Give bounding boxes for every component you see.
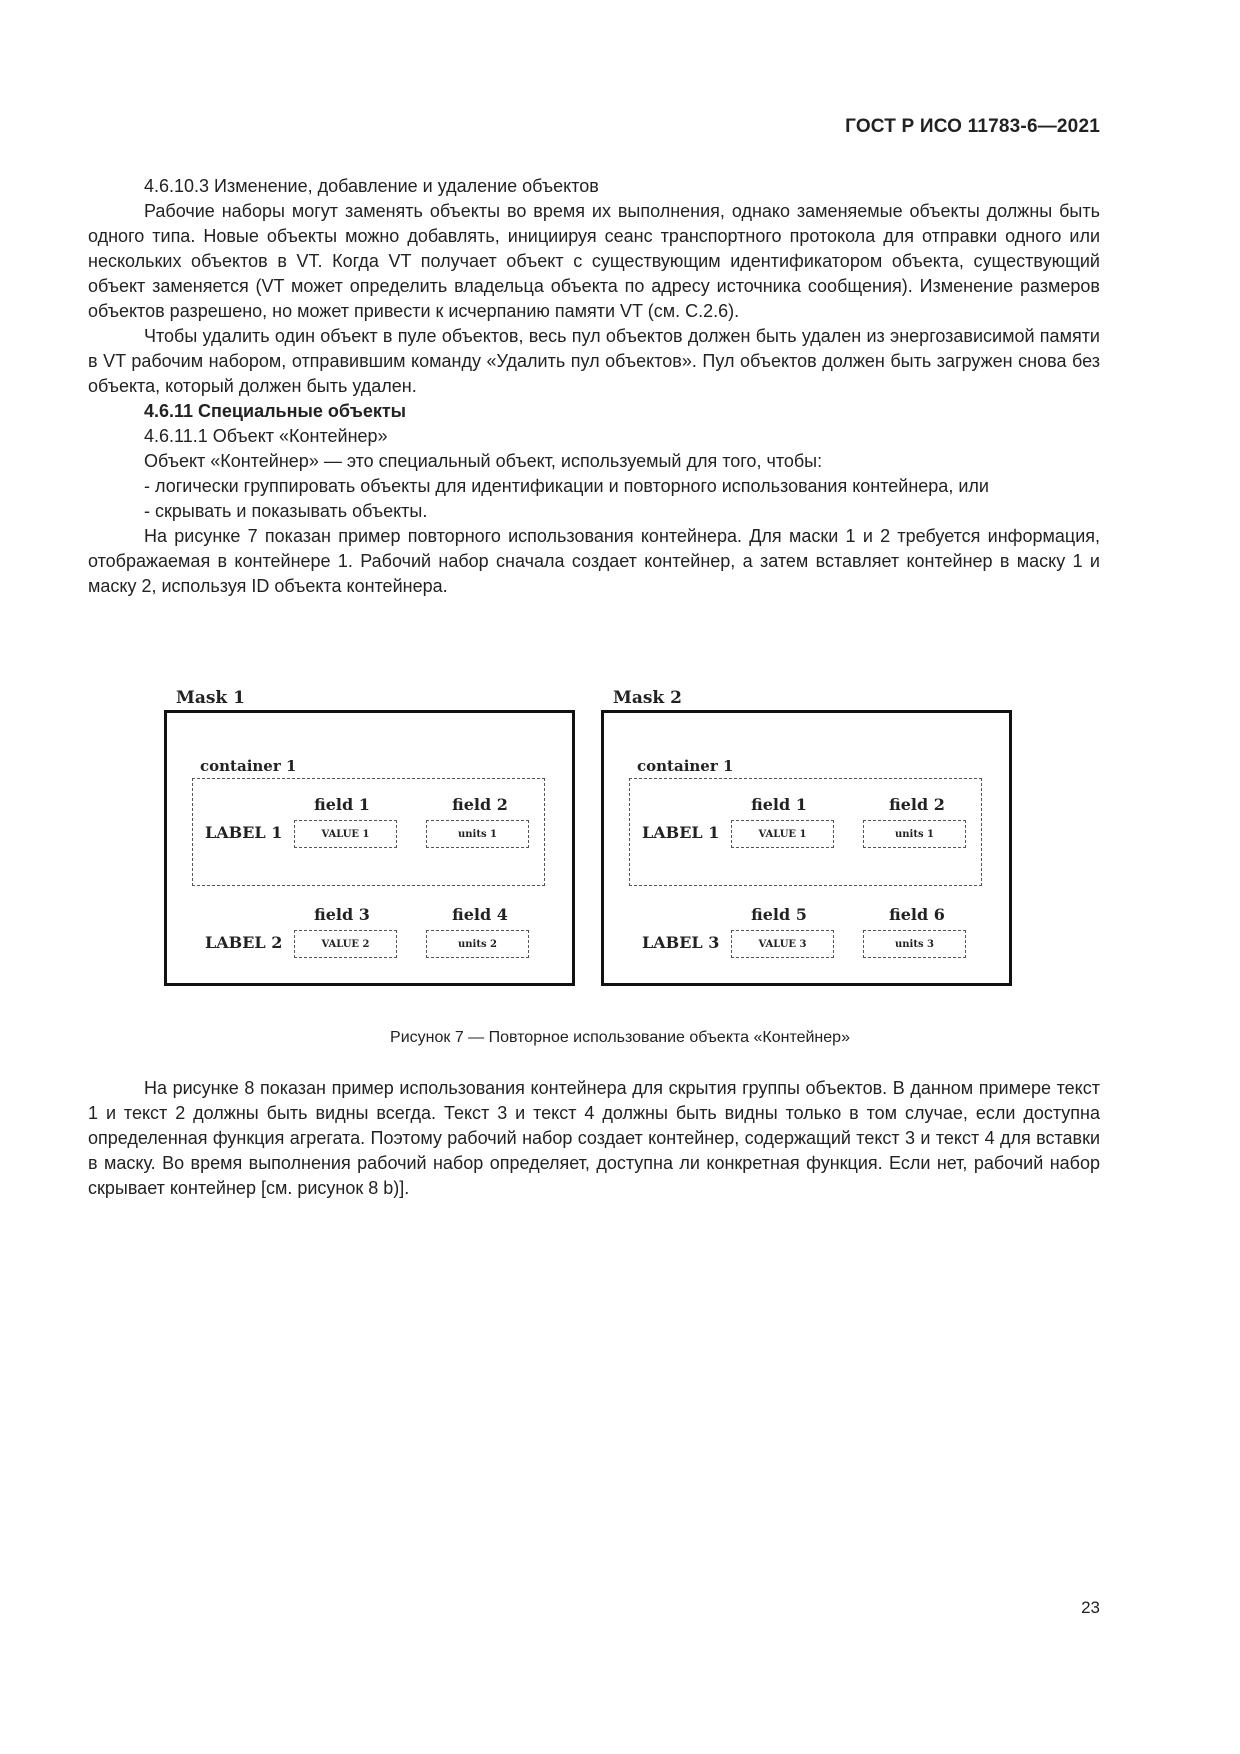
document-header: ГОСТ Р ИСО 11783-6—2021 xyxy=(845,116,1100,137)
mask-box xyxy=(164,710,575,986)
body-text-top xyxy=(88,174,1100,599)
paragraph: - логически группировать объекты для идентификации и повторного использования контейнера, или xyxy=(144,476,989,496)
body-text-bottom xyxy=(88,1076,1100,1201)
units-field: units 1 xyxy=(426,820,529,848)
field-title: field 5 xyxy=(751,905,807,924)
container-box xyxy=(192,778,545,886)
figure-caption: Рисунок 7 — Повторное использование объекта «Контейнер» xyxy=(390,1029,850,1046)
field-title: field 2 xyxy=(889,795,945,814)
field-title: field 1 xyxy=(314,795,370,814)
paragraph: 4.6.11 Специальные объекты xyxy=(144,401,407,421)
container-title: container 1 xyxy=(637,757,734,775)
mask-box xyxy=(601,710,1012,986)
value-field: VALUE 2 xyxy=(294,930,397,958)
paragraph: 4.6.11.1 Объект «Контейнер» xyxy=(144,426,388,446)
row-label: LABEL 1 xyxy=(642,823,720,842)
field-title: field 3 xyxy=(314,905,370,924)
field-title: field 1 xyxy=(751,795,807,814)
row-label: LABEL 2 xyxy=(205,933,283,952)
page-number: 23 xyxy=(1081,1598,1100,1617)
value-field: VALUE 1 xyxy=(731,820,834,848)
units-field: units 2 xyxy=(426,930,529,958)
mask-title: Mask 2 xyxy=(613,688,682,708)
row-label: LABEL 3 xyxy=(642,933,720,952)
paragraph: Рабочие наборы могут заменять объекты во время их выполнения, однако заменяемые объекты должны быть одного типа. Новые объекты можно добавлять, инициируя сеанс транспортного протокола для отправки одного или нескольких объектов в VT. Когда VT получает объект с существующим идентификатором объекта, существующий объект заменяется (VT может определить владельца объекта по адресу источника сообщения). Изменение размеров объектов разрешено, но может привести к исчерпанию памяти VT (см. С.2.6). xyxy=(88,201,1100,321)
paragraph: Объект «Контейнер» — это специальный объект, используемый для того, чтобы: xyxy=(144,451,823,471)
paragraph: На рисунке 7 показан пример повторного использования контейнера. Для маски 1 и 2 требуется информация, отображаемая в контейнере 1. Рабочий набор сначала создает контейнер, а затем вставляет контейнер в маску 1 и маску 2, используя ID объекта контейнера. xyxy=(88,526,1100,596)
paragraph: Чтобы удалить один объект в пуле объектов, весь пул объектов должен быть удален из энергозависимой памяти в VT рабочим набором, отправившим команду «Удалить пул объектов». Пул объектов должен быть загружен снова без объекта, который должен быть удален. xyxy=(88,326,1100,396)
field-title: field 4 xyxy=(452,905,508,924)
value-field: VALUE 3 xyxy=(731,930,834,958)
field-title: field 2 xyxy=(452,795,508,814)
units-field: units 3 xyxy=(863,930,966,958)
paragraph: На рисунке 8 показан пример использования контейнера для скрытия группы объектов. В данном примере текст 1 и текст 2 должны быть видны всегда. Текст 3 и текст 4 должны быть видны только в том случае, если доступна определенная функция агрегата. Поэтому рабочий набор создает контейнер, содержащий текст 3 и текст 4 для вставки в маску. Во время выполнения рабочий набор определяет, доступна ли конкретная функция. Если нет, рабочий набор скрывает контейнер [см. рисунок 8 b)]. xyxy=(88,1078,1100,1198)
field-title: field 6 xyxy=(889,905,945,924)
units-field: units 1 xyxy=(863,820,966,848)
paragraph: - скрывать и показывать объекты. xyxy=(144,501,428,521)
value-field: VALUE 1 xyxy=(294,820,397,848)
mask-title: Mask 1 xyxy=(176,688,245,708)
container-title: container 1 xyxy=(200,757,297,775)
row-label: LABEL 1 xyxy=(205,823,283,842)
container-box xyxy=(629,778,982,886)
paragraph: 4.6.10.3 Изменение, добавление и удаление объектов xyxy=(144,176,599,196)
